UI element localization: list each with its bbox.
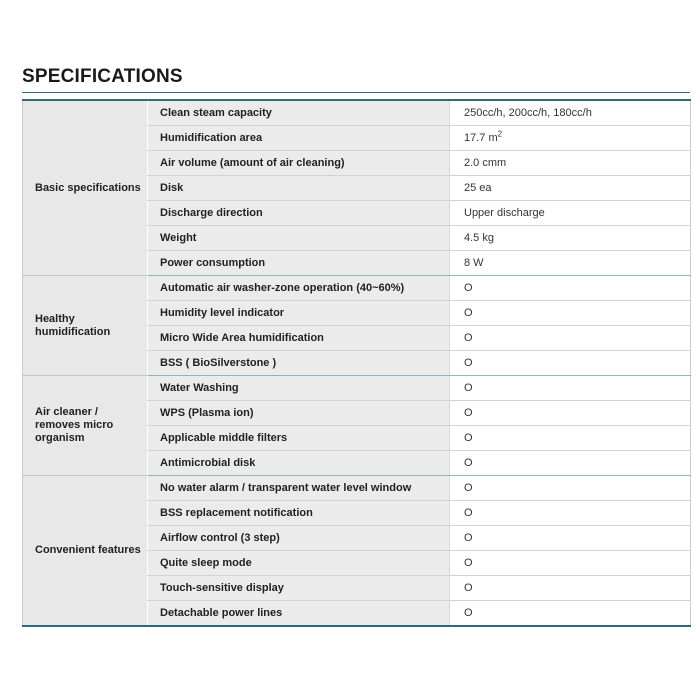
value-cell — [450, 326, 691, 351]
value-cell — [450, 276, 691, 301]
table-row — [23, 100, 691, 126]
value-text: 250cc/h, 200cc/h, 180cc/h — [464, 107, 592, 119]
value-text: O — [464, 607, 473, 619]
specifications-table-body — [23, 100, 691, 626]
category-cell: Basic specifications — [23, 100, 148, 276]
category-cell: Healthy humidification — [23, 276, 148, 376]
feature-cell: Quite sleep mode — [148, 551, 450, 576]
value-text: 4.5 kg — [464, 232, 494, 244]
page-title: SPECIFICATIONS — [22, 66, 183, 87]
value-cell — [450, 451, 691, 476]
value-cell — [450, 476, 691, 501]
feature-cell: BSS ( BioSilverstone ) — [148, 351, 450, 376]
value-superscript: 2 — [497, 129, 503, 139]
value-cell — [450, 401, 691, 426]
value-text: O — [464, 407, 473, 419]
value-text: O — [464, 357, 473, 369]
value-text: 2.0 cmm — [464, 157, 507, 169]
value-text: 17.7 m — [464, 132, 498, 144]
value-cell — [450, 176, 691, 201]
value-cell — [450, 551, 691, 576]
feature-cell: Weight — [148, 226, 450, 251]
value-cell — [450, 226, 691, 251]
value-cell — [450, 201, 691, 226]
feature-cell: Detachable power lines — [148, 601, 450, 627]
value-text: O — [464, 582, 473, 594]
feature-cell: Disk — [148, 176, 450, 201]
feature-cell: BSS replacement notification — [148, 501, 450, 526]
value-text: O — [464, 432, 473, 444]
feature-cell: Automatic air washer-zone operation (40~60%) — [148, 276, 450, 301]
value-cell — [450, 376, 691, 401]
value-text: O — [464, 282, 473, 294]
value-cell — [450, 151, 691, 176]
value-text: O — [464, 532, 473, 544]
value-cell — [450, 100, 691, 126]
value-cell — [450, 501, 691, 526]
value-text: O — [464, 482, 473, 494]
value-cell — [450, 426, 691, 451]
value-text: O — [464, 332, 473, 344]
title-divider — [22, 92, 690, 93]
feature-cell: Power consumption — [148, 251, 450, 276]
value-cell — [450, 301, 691, 326]
value-text: O — [464, 457, 473, 469]
value-text: O — [464, 307, 473, 319]
value-text: O — [464, 507, 473, 519]
feature-cell: Humidity level indicator — [148, 301, 450, 326]
value-text: 25 ea — [464, 182, 492, 194]
value-cell — [450, 601, 691, 627]
feature-cell: Clean steam capacity — [148, 100, 450, 126]
value-cell — [450, 126, 691, 151]
table-row — [23, 376, 691, 401]
specifications-table — [22, 99, 691, 627]
value-text: 8 W — [464, 257, 484, 269]
value-cell — [450, 351, 691, 376]
feature-cell: Antimicrobial disk — [148, 451, 450, 476]
feature-cell: Touch-sensitive display — [148, 576, 450, 601]
feature-cell: No water alarm / transparent water level window — [148, 476, 450, 501]
value-cell — [450, 526, 691, 551]
feature-cell: Water Washing — [148, 376, 450, 401]
feature-cell: Humidification area — [148, 126, 450, 151]
category-cell: Air cleaner / removes micro organism — [23, 376, 148, 476]
table-row — [23, 476, 691, 501]
feature-cell: Applicable middle filters — [148, 426, 450, 451]
feature-cell: Airflow control (3 step) — [148, 526, 450, 551]
value-text: O — [464, 382, 473, 394]
value-text: O — [464, 557, 473, 569]
value-text: Upper discharge — [464, 207, 545, 219]
feature-cell: Air volume (amount of air cleaning) — [148, 151, 450, 176]
feature-cell: Discharge direction — [148, 201, 450, 226]
feature-cell: WPS (Plasma ion) — [148, 401, 450, 426]
value-cell — [450, 251, 691, 276]
table-row — [23, 276, 691, 301]
feature-cell: Micro Wide Area humidification — [148, 326, 450, 351]
category-cell: Convenient features — [23, 476, 148, 627]
value-cell — [450, 576, 691, 601]
